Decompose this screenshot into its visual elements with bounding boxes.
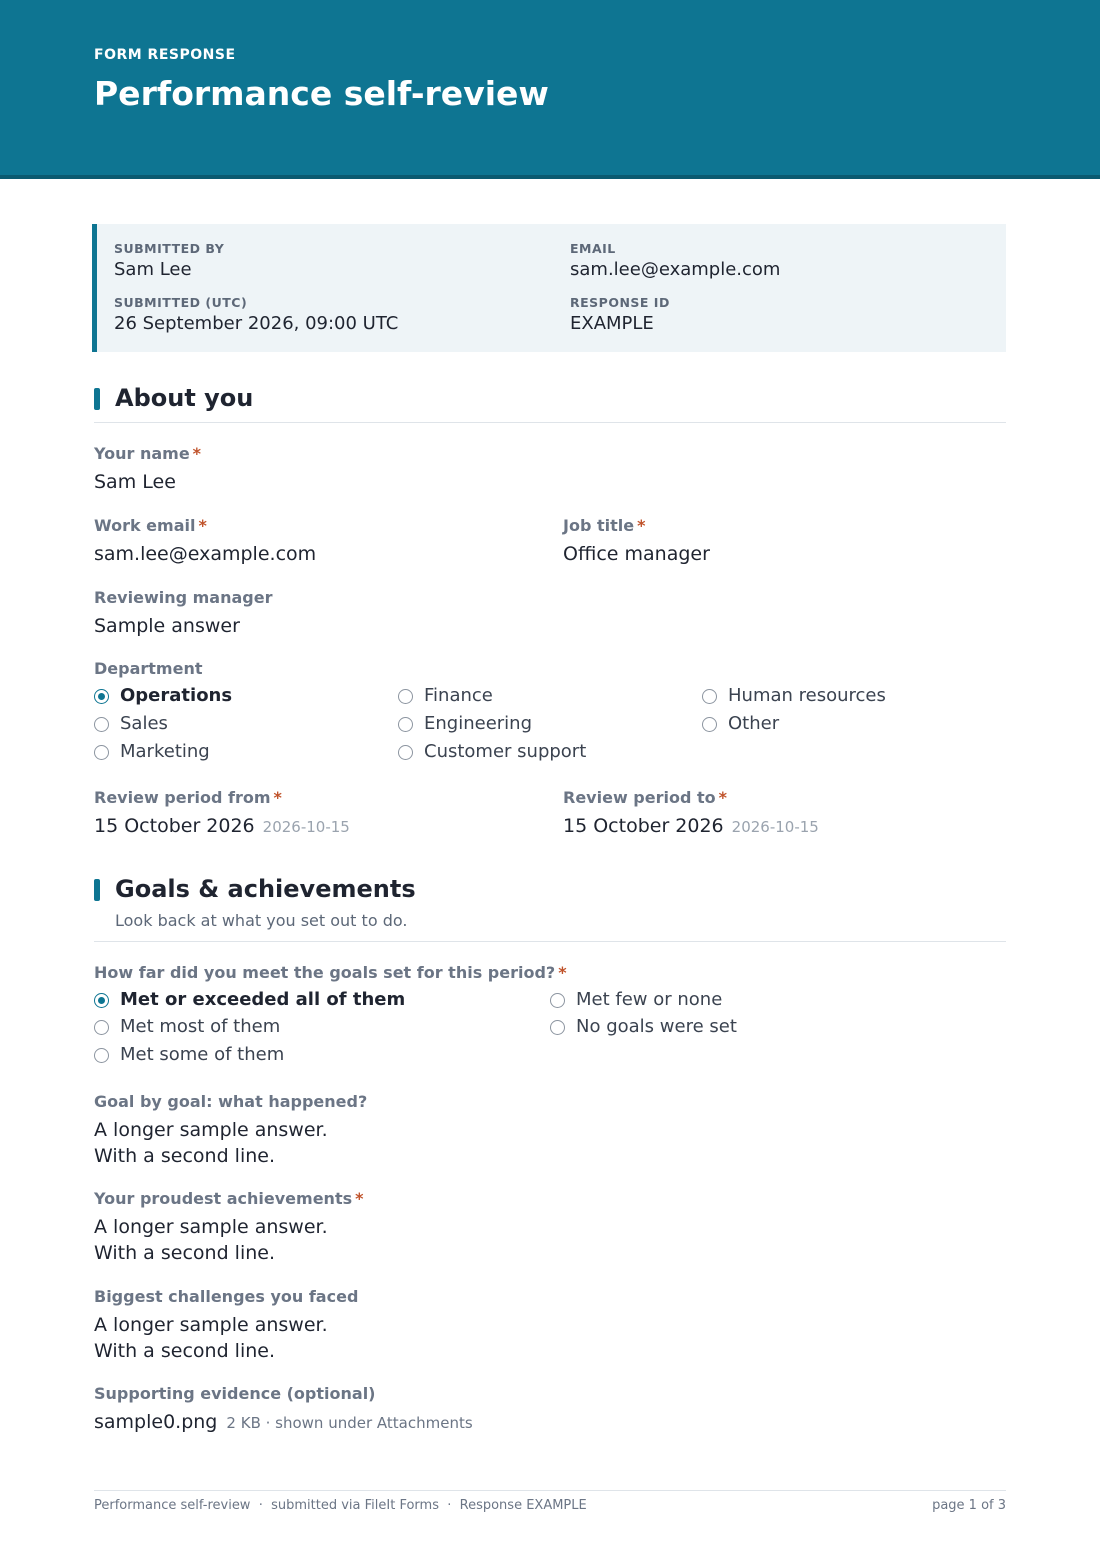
field-reviewing-manager (94, 588, 272, 639)
meta-label: RESPONSE ID (570, 295, 670, 310)
attachment-filename[interactable]: sample0.png (94, 1411, 218, 1433)
option-label: Human resources (728, 685, 886, 706)
field-label: Department (94, 659, 203, 678)
radio-checked-icon (94, 993, 109, 1008)
section-subtitle: Look back at what you set out to do. (115, 911, 408, 930)
option-label: Marketing (120, 741, 210, 762)
footer-page-number: page 1 of 3 (932, 1498, 1006, 1513)
meta-submitted-by (114, 241, 224, 280)
meta-value: Sam Lee (114, 259, 192, 280)
required-mark: * (273, 788, 282, 807)
meta-submitted-utc (114, 295, 398, 334)
meta-label: EMAIL (570, 241, 616, 256)
section-accent-bar (94, 879, 100, 901)
answer-line: With a second line. (94, 1145, 275, 1167)
option-label: Sales (120, 713, 168, 734)
answer-line: With a second line. (94, 1340, 275, 1362)
meta-response-id (570, 295, 670, 334)
meta-value: sam.lee@example.com (570, 259, 781, 280)
radio-unchecked-icon (702, 689, 717, 704)
section-title: About you (115, 384, 254, 412)
meta-email (570, 241, 780, 280)
required-mark: * (718, 788, 727, 807)
option-label: Met few or none (576, 989, 723, 1010)
field-biggest-challenges (94, 1287, 358, 1364)
meta-value: EXAMPLE (570, 313, 654, 334)
meta-value: 26 September 2026, 09:00 UTC (114, 313, 399, 334)
field-review-period-to (563, 788, 819, 840)
radio-unchecked-icon (94, 1048, 109, 1063)
radio-unchecked-icon (398, 689, 413, 704)
radio-unchecked-icon (94, 717, 109, 732)
radio-unchecked-icon (398, 717, 413, 732)
field-answer (94, 1312, 358, 1364)
field-goal-by-goal (94, 1092, 367, 1169)
field-answer: Sample answer (94, 615, 240, 637)
field-label: Work email * (94, 516, 207, 535)
section-divider (94, 422, 1006, 423)
required-mark: * (558, 963, 567, 982)
radio-unchecked-icon (94, 745, 109, 760)
iso-date: 2026-10-15 (731, 818, 819, 836)
field-label: Reviewing manager (94, 588, 273, 607)
required-mark: * (192, 444, 202, 463)
required-mark: * (637, 516, 646, 535)
option-label: Customer support (424, 741, 587, 762)
option-label: Engineering (424, 713, 532, 734)
field-label: Goal by goal: what happened? (94, 1092, 368, 1111)
meta-label: SUBMITTED BY (114, 241, 225, 256)
option-label: Finance (424, 685, 493, 706)
form-header (0, 0, 1100, 179)
iso-date: 2026-10-15 (262, 818, 350, 836)
footer-left: Performance self-review · submitted via FileIt Forms · Response EXAMPLE (94, 1498, 587, 1513)
required-mark: * (198, 516, 207, 535)
option-label: Met some of them (120, 1044, 285, 1065)
field-answer: sam.lee@example.com (94, 543, 317, 565)
page-title: Performance self-review (94, 74, 549, 113)
option-label: Other (728, 713, 780, 734)
field-answer: Office manager (563, 543, 710, 565)
field-goals-met (94, 963, 567, 982)
answer-line: A longer sample answer. (94, 1216, 328, 1238)
section-accent-bar (94, 388, 100, 410)
section-divider (94, 941, 1006, 942)
field-label: Review period from * (94, 788, 282, 807)
field-answer: 15 October 2026 2026-10-15 (563, 815, 819, 837)
field-answer (94, 1117, 367, 1169)
option-label: Met or exceeded all of them (120, 989, 406, 1010)
field-label: Your proudest achievements * (94, 1189, 364, 1208)
radio-unchecked-icon (550, 1020, 565, 1035)
field-answer (94, 1409, 473, 1436)
footer-divider (94, 1490, 1006, 1491)
field-label: Your name * (94, 444, 202, 463)
field-answer (94, 1214, 363, 1266)
attachment-info: 2 KB · shown under Attachments (226, 1414, 473, 1432)
field-label: Biggest challenges you faced (94, 1287, 359, 1306)
header-eyebrow: FORM RESPONSE (94, 47, 236, 63)
field-label: Job title * (563, 516, 646, 535)
section-title: Goals & achievements (115, 875, 416, 903)
radio-checked-icon (94, 689, 109, 704)
field-label: Review period to * (563, 788, 727, 807)
radio-unchecked-icon (398, 745, 413, 760)
field-label: How far did you meet the goals set for this period? * (94, 963, 567, 982)
answer-line: With a second line. (94, 1242, 275, 1264)
field-supporting-evidence (94, 1384, 473, 1436)
field-department (94, 659, 202, 678)
field-label: Supporting evidence (optional) (94, 1384, 376, 1403)
field-answer: Sam Lee (94, 471, 176, 493)
option-label: No goals were set (576, 1016, 737, 1037)
field-proudest-achievements (94, 1189, 363, 1266)
option-label: Operations (120, 685, 233, 706)
meta-label: SUBMITTED (UTC) (114, 295, 248, 310)
radio-unchecked-icon (550, 993, 565, 1008)
answer-line: A longer sample answer. (94, 1119, 328, 1141)
field-job-title (563, 516, 710, 567)
option-label: Met most of them (120, 1016, 281, 1037)
field-your-name (94, 444, 201, 495)
field-answer: 15 October 2026 2026-10-15 (94, 815, 350, 837)
radio-unchecked-icon (94, 1020, 109, 1035)
radio-unchecked-icon (702, 717, 717, 732)
required-mark: * (355, 1189, 364, 1208)
answer-line: A longer sample answer. (94, 1314, 328, 1336)
field-work-email (94, 516, 316, 567)
submission-meta (92, 224, 1006, 352)
field-review-period-from (94, 788, 350, 840)
